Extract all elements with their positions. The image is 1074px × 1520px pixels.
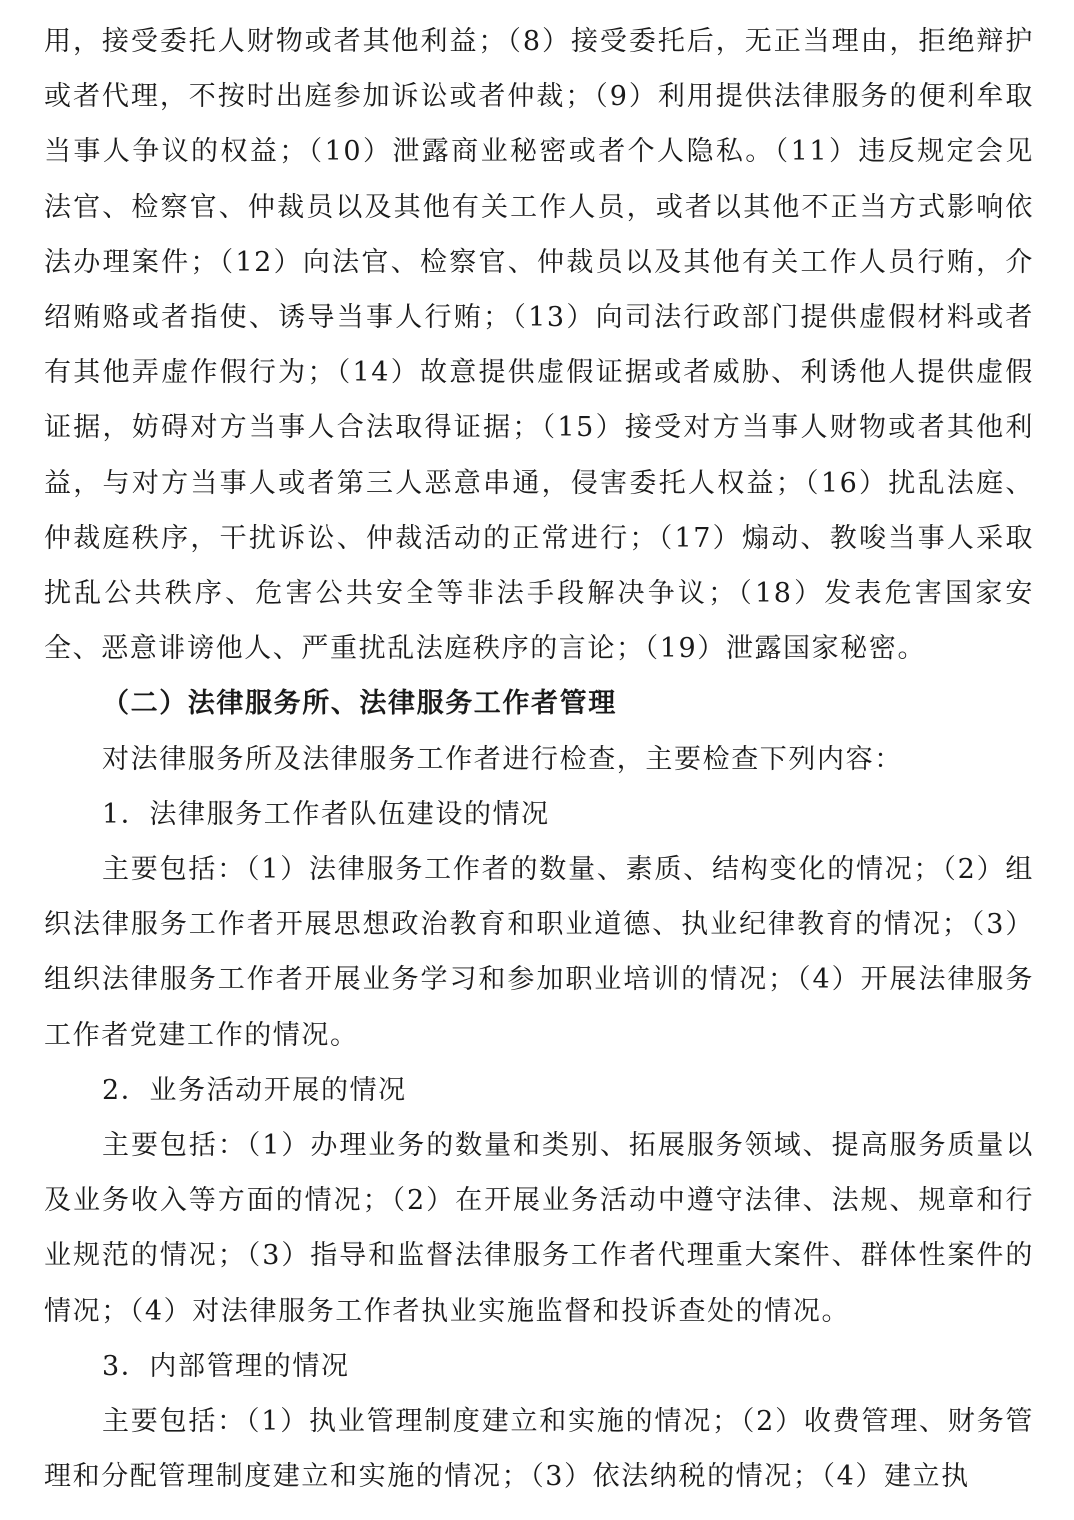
paragraph-inspection-intro: 对法律服务所及法律服务工作者进行检查，主要检查下列内容： bbox=[102, 743, 903, 775]
document-page bbox=[44, 14, 1034, 1504]
paragraph-internal-management: 主要包括：（1）执业管理制度建立和实施的情况；（2）收费管理、财务管理和分配管理制度建立和实施的情况；（3）依法纳税的情况；（4）建立执 bbox=[44, 1406, 1034, 1493]
paragraph-violations-list: 用，接受委托人财物或者其他利益；（8）接受委托后，无正当理由，拒绝辩护或者代理，不按时出庭参加诉讼或者仲裁；（9）利用提供法律服务的便利牟取当事人争议的权益；（10）泄露商业秘密或者个人隐私。（11）违反规定会见法官、检察官、仲裁员以及其他有关工作人员，或者以其他不正当方式影响依法办理案件；（12）向法官、检察官、仲裁员以及其他有关工作人员行贿，介绍贿赂或者指使、诱导当事人行贿；（13）向司法行政部门提供虚假材料或者有其他弄虚作假行为；（14）故意提供虚假证据或者威胁、利诱他人提供虚假证据，妨碍对方当事人合法取得证据；（15）接受对方当事人财物或者其他利益，与对方当事人或者第三人恶意串通，侵害委托人权益；（16）扰乱法庭、仲裁庭秩序，干扰诉讼、仲裁活动的正常进行；（17）煽动、教唆当事人采取扰乱公共秩序、危害公共安全等非法手段解决争议；（18）发表危害国家安全、恶意诽谤他人、严重扰乱法庭秩序的言论；（19）泄露国家秘密。 bbox=[44, 26, 1034, 665]
paragraph-business-activities: 主要包括：（1）办理业务的数量和类别、拓展服务领域、提高服务质量以及业务收入等方面的情况；（2）在开展业务活动中遵守法律、法规、规章和行业规范的情况；（3）指导和监督法律服务工作者代理重大案件、群体性案件的情况；（4）对法律服务工作者执业实施监督和投诉查处的情况。 bbox=[44, 1130, 1034, 1327]
paragraph-team-building: 主要包括：（1）法律服务工作者的数量、素质、结构变化的情况；（2）组织法律服务工作者开展思想政治教育和职业道德、执业纪律教育的情况；（3）组织法律服务工作者开展业务学习和参加职业培训的情况；（4）开展法律服务工作者党建工作的情况。 bbox=[44, 854, 1034, 1051]
subheading-team-building: 1．法律服务工作者队伍建设的情况 bbox=[102, 798, 550, 830]
section-heading-management: （二）法律服务所、法律服务工作者管理 bbox=[102, 688, 617, 720]
subheading-business-activities: 2．业务活动开展的情况 bbox=[102, 1074, 407, 1106]
subheading-internal-management: 3．内部管理的情况 bbox=[102, 1350, 350, 1382]
